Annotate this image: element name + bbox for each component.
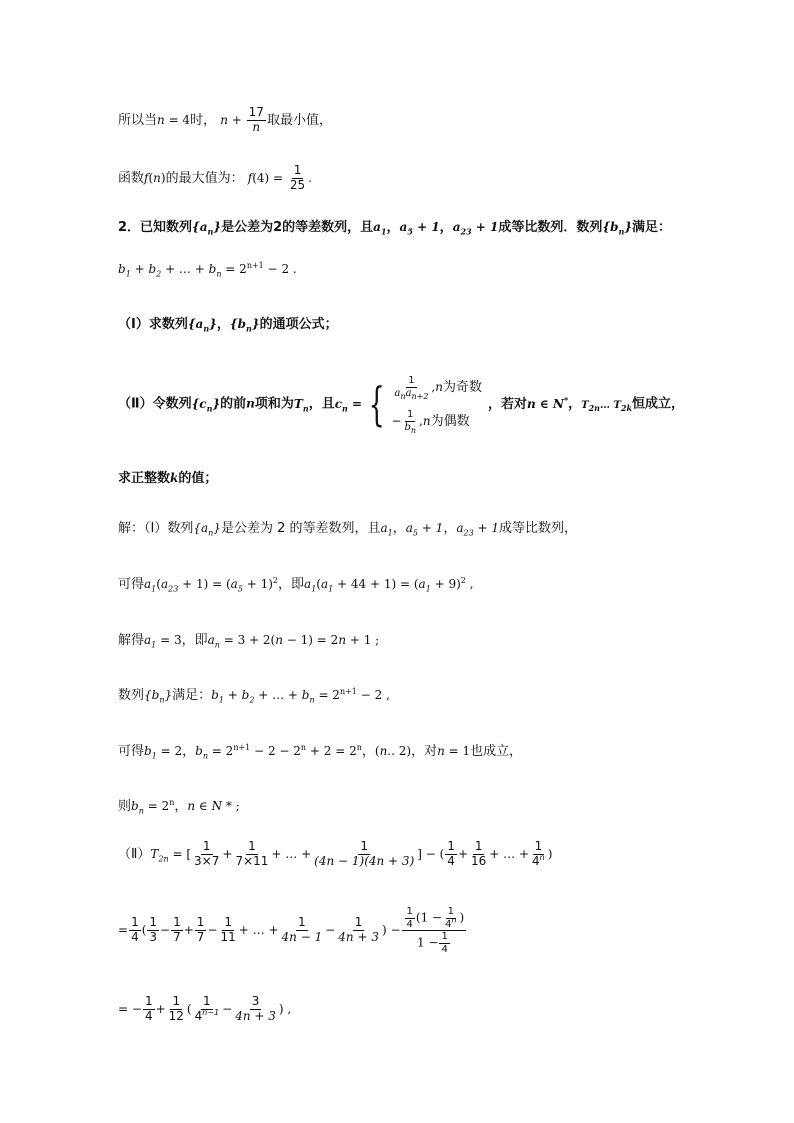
text: 是公差为 bbox=[221, 220, 274, 235]
fraction: $\frac{1}{4n - 1}$ bbox=[281, 915, 323, 944]
math: $c_n$ = bbox=[334, 396, 363, 413]
math: $a_1 = 3$ bbox=[144, 633, 182, 650]
text: 解：（Ⅰ）数列 bbox=[118, 521, 194, 536]
text: 的通项公式； bbox=[259, 317, 338, 332]
text: 成等比数列， bbox=[499, 521, 578, 536]
text: 数列 bbox=[118, 688, 145, 703]
text: （Ⅱ）令数列 bbox=[118, 396, 192, 412]
text: ，若对 bbox=[488, 396, 528, 412]
text: 解得 bbox=[118, 633, 145, 648]
text: 取最小值， bbox=[266, 112, 332, 128]
math: $T_{2n}\dots$ $T_{2k}$ bbox=[581, 399, 633, 413]
math: ) bbox=[160, 170, 166, 185]
question-2 bbox=[118, 370, 684, 438]
math: . bbox=[308, 170, 312, 185]
math: = 4 bbox=[164, 112, 191, 127]
solution-line-3 bbox=[118, 633, 380, 650]
fraction: $\frac{3}{4n + 3}$ bbox=[235, 994, 276, 1023]
solution-line-4 bbox=[118, 687, 390, 705]
text: 所以当 bbox=[118, 112, 158, 128]
text: ，对 bbox=[411, 744, 438, 759]
math: $a_1(a_{23} + 1) = (a_5 + 1)^2$ bbox=[144, 576, 279, 594]
math: k bbox=[170, 471, 179, 485]
math: $\{b_n\}$ bbox=[229, 317, 260, 334]
math: + bbox=[227, 112, 246, 127]
math: (n.. 2) bbox=[374, 744, 412, 758]
math: f bbox=[144, 170, 149, 185]
fraction: $\frac{1}{4}$ bbox=[144, 994, 153, 1023]
text: ， bbox=[174, 799, 188, 814]
text: ， bbox=[386, 220, 400, 235]
text: ， bbox=[568, 396, 582, 412]
fraction: $\frac{1}{3}$ bbox=[149, 915, 158, 944]
text: 时， bbox=[190, 112, 217, 128]
math: n bbox=[153, 170, 161, 185]
problem-2-statement bbox=[118, 220, 672, 237]
solution-line-8: = $\frac{1}{4}$ ( $\frac{1}{3}$ − $\frac{1}{7}$ + $\frac{1}{7}$ − $\frac{1}{11}$ + … + $\frac{1}{4n - 1}$ − $\frac{1}{4n + 3}$ ) − $\frac{1}{4}$ (1 − $\frac{1}{4^n}$ ) 1 − $\frac{1}{4}$ bbox=[118, 906, 465, 955]
piecewise-cases: $\frac{1}{a_na_{n+2}}$ , n 为奇数 − $\frac{1}{b_n}$ , n 为偶数 bbox=[391, 375, 482, 435]
fraction: $\frac{1}{4}$ (1 − $\frac{1}{4^n}$ ) 1 − $\frac{1}{4}$ bbox=[402, 906, 467, 955]
text: 的最大值为： bbox=[165, 170, 244, 186]
math: $b_n = 2^{n+1} - 2 - 2^n + 2 = 2^n$ bbox=[195, 743, 362, 761]
fraction: $\frac{1}{11}$ bbox=[220, 915, 236, 944]
fraction: $\frac{1}{25}$ bbox=[289, 163, 306, 192]
math: f bbox=[247, 170, 253, 185]
math-line: $b_1 + b_2$ + … + $b_n = 2^{n+1} - 2$ . bbox=[118, 261, 297, 279]
math: n ∈ N * ; bbox=[187, 799, 240, 813]
fraction: $\frac{1}{7}$ bbox=[173, 915, 181, 944]
math: $b_1 = 2$ bbox=[144, 744, 183, 761]
fraction: $\frac{1}{4^n}$ bbox=[532, 839, 545, 868]
text: 也成立， bbox=[470, 744, 523, 759]
math: $b_n = 2^n$ bbox=[131, 798, 175, 816]
text: 满足： bbox=[632, 220, 672, 235]
text: ， bbox=[443, 521, 457, 536]
math: $b_1 + b_2$ + … + $b_n = 2^{n+1} - 2$ , bbox=[211, 687, 390, 705]
fraction: $\frac{1}{4n + 3}$ bbox=[338, 915, 379, 944]
text: 的前 bbox=[220, 396, 247, 412]
math: $a_{23} + 1$ bbox=[456, 521, 500, 538]
text-line-2 bbox=[118, 164, 312, 193]
math: (4) = bbox=[252, 170, 287, 185]
math: $T_n$ bbox=[293, 396, 309, 413]
math: n bbox=[220, 112, 228, 127]
text: 是公差为 2 的等差数列，且 bbox=[220, 521, 381, 536]
math: n = 1 bbox=[437, 744, 471, 758]
solution-line-2 bbox=[118, 576, 474, 594]
math: $a_n = 3 + 2(n - 1) = 2n + 1$ ; bbox=[207, 633, 380, 650]
math: $\{a_n\}$ bbox=[187, 317, 217, 334]
text: ， bbox=[182, 744, 196, 759]
math: $a_{23} + 1$ bbox=[452, 220, 499, 237]
fraction: $\frac{1}{7}$ bbox=[196, 915, 205, 944]
fraction: $\frac{1}{(4n - 1)(4n + 3)}$ bbox=[314, 839, 415, 868]
fraction: $\frac{1}{4}$ bbox=[131, 915, 139, 944]
text: ，且 bbox=[308, 396, 335, 412]
math: ( bbox=[148, 170, 154, 185]
question-2-cont bbox=[118, 472, 217, 485]
math: $a_1$ bbox=[380, 521, 393, 538]
math: $\{c_n\}$ bbox=[191, 396, 221, 413]
text: 可得 bbox=[118, 577, 145, 592]
text: 2 bbox=[273, 220, 283, 235]
math: n bbox=[157, 112, 165, 127]
fraction: $\frac{1}{4^{n-1}}$ bbox=[194, 994, 220, 1023]
text: ，即 bbox=[181, 633, 208, 648]
math: $\{b_n\}$ bbox=[602, 220, 633, 237]
math: $a_5 + 1$ bbox=[399, 220, 440, 237]
fraction: $\frac{1}{3\times 7}$ bbox=[194, 839, 220, 868]
fraction: $\frac{1}{4}$ bbox=[447, 839, 455, 868]
text: （Ⅰ）求数列 bbox=[118, 317, 188, 332]
text: ，即 bbox=[278, 577, 305, 592]
text: 成等比数列．数列 bbox=[498, 220, 603, 235]
text: 函数 bbox=[118, 170, 145, 186]
math: $\{b_n\}$ bbox=[144, 688, 173, 705]
text: 求正整数 bbox=[118, 471, 171, 486]
text: 可得 bbox=[118, 744, 145, 759]
solution-line-1 bbox=[118, 521, 578, 538]
fraction: $\frac{1}{7\times 11}$ bbox=[235, 839, 269, 868]
text: （Ⅱ） bbox=[118, 846, 151, 862]
text: ， bbox=[439, 220, 453, 235]
text: 2．已知数列 bbox=[118, 220, 193, 235]
solution-line-7: $(Ⅱ)T_{2n}$ = [ $\frac{1}{3\times 7}$ + $\frac{1}{7\times 11}$ + … + $\frac{1}{(4n - 1)(4n + 3)}$ ] − ( $\frac{1}{4}$ + $\frac{1}{16}$ + … + $\frac{1}{4^n}$ ) bbox=[118, 839, 553, 868]
text: ， bbox=[392, 521, 406, 536]
text: 项和为 bbox=[254, 396, 294, 412]
math: n ∈ N* bbox=[527, 394, 569, 411]
text: 的等差数列，且 bbox=[282, 220, 374, 235]
solution-line-5 bbox=[118, 743, 523, 761]
math: $\{a_n\}$ bbox=[193, 521, 221, 538]
fraction: $\frac{1}{12}$ bbox=[168, 994, 184, 1023]
math: n bbox=[246, 396, 255, 411]
text: ， bbox=[361, 744, 375, 759]
math: $\{a_n\}$ bbox=[192, 220, 222, 237]
text: 恒成立， bbox=[632, 396, 685, 412]
text: 则 bbox=[118, 799, 132, 814]
solution-line-6 bbox=[118, 798, 240, 816]
fraction: $\frac{1}{16}$ bbox=[471, 839, 487, 868]
question-1 bbox=[118, 317, 338, 334]
solution-line-9: = − $\frac{1}{4}$ + $\frac{1}{12}$ ( $\frac{1}{4^{n-1}}$ − $\frac{3}{4n + 3}$ ) , bbox=[118, 994, 292, 1023]
text: ， bbox=[216, 317, 230, 332]
math: $T_{2n}$ = [ bbox=[150, 846, 192, 864]
math: $a_1(a_1 + 44 + 1) = (a_1 + 9)^2$ , bbox=[304, 576, 474, 594]
text-line-1 bbox=[118, 106, 332, 135]
math: $a_1$ bbox=[373, 220, 387, 237]
math: $a_5 + 1$ bbox=[405, 521, 444, 538]
text: 的值； bbox=[178, 471, 218, 486]
fraction: $\frac{17}{n}$ bbox=[248, 105, 264, 134]
text: 满足： bbox=[172, 688, 212, 703]
brace: { bbox=[368, 377, 385, 431]
